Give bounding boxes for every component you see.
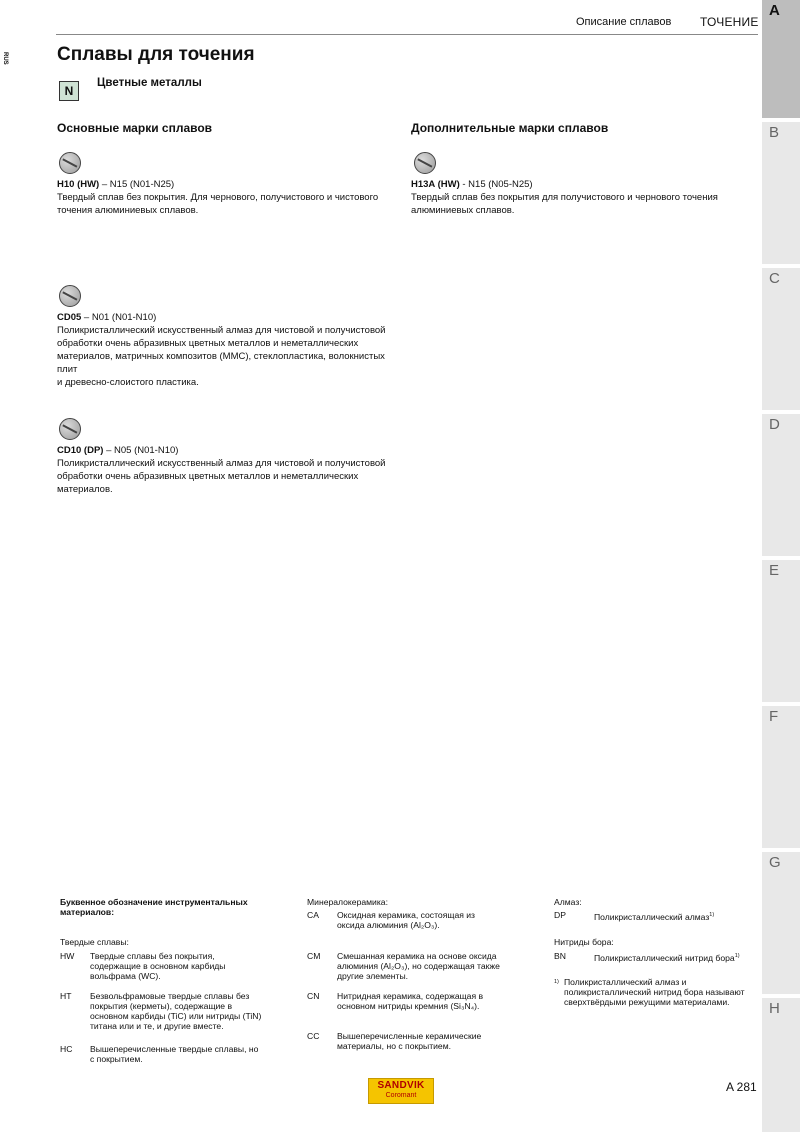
page-title: Сплавы для точения [57,44,255,65]
material-label: Цветные металлы [97,77,202,89]
tab-d[interactable]: D [762,414,800,556]
tab-a[interactable]: A [762,0,800,118]
grade-disc-icon [414,152,436,174]
legend-footnote: 1) Поликристаллический алмаз и поликристаллический нитрид бора называют сверхтвёрдыми режущими материалами. [554,977,745,1007]
page-number: A 281 [726,1080,757,1094]
main-grades-heading: Основные марки сплавов [57,121,213,135]
legend-bn: BN Поликристаллический нитрид бора$^{1)}$ [554,951,740,963]
legend-cm: CM Смешанная керамика на основе оксида алюминия (Al₂O₃), но содержащая также другие элементы. [307,951,500,981]
sandvik-logo: SANDVIK Coromant [368,1078,434,1104]
grade-h13a: H13A (HW) - N15 (N05-N25) Твердый сплав без покрытия для получистового и чернового точения алюминиевых сплавов. [411,179,718,216]
header-chapter: ТОЧЕНИЕ [700,15,759,29]
legend-cc: CC Вышеперечисленные керамические материалы, но с покрытием. [307,1031,482,1051]
legend-ca: CA Оксидная керамика, состоящая из оксида алюминия (Al₂O₃). [307,910,475,930]
legend-ceramic-title: Минералокерамика: [307,897,388,907]
grade-h10: H10 (HW) – N15 (N01-N25) Твердый сплав без покрытия. Для чернового, получистового и чистового точения алюминиевых сплавов. [57,179,379,216]
legend-hard-title: Твердые сплавы: [60,937,129,947]
grade-disc-icon [59,418,81,440]
grade-cd05: CD05 – N01 (N01-N10) Поликристаллический искусственный алмаз для чистовой и получистовой обработки очень абразивных цветных металлов и неметаллических материалов, матричных композитов (MMC), стеклопластика, волокнистых плит и древесно-слоистого пластика. [57,312,386,388]
tab-h[interactable]: H [762,998,800,1132]
legend-boron-title: Нитриды бора: [554,937,614,947]
grade-disc-icon [59,152,81,174]
legend-dp: DP Поликристаллический алмаз$^{1)}$ [554,910,715,922]
tab-f[interactable]: F [762,706,800,848]
legend-diamond-title: Алмаз: [554,897,582,907]
legend-hc: HC Вышеперечисленные твердые сплавы, но с покрытием. [60,1044,259,1064]
material-code-badge: N [59,81,79,101]
grade-cd10: CD10 (DP) – N05 (N01-N10) Поликристаллический искусственный алмаз для чистовой и получистовой обработки очень абразивных цветных металлов и неметаллических материалов. [57,445,386,495]
tab-e[interactable]: E [762,560,800,702]
tab-c[interactable]: C [762,268,800,410]
tab-b[interactable]: B [762,122,800,264]
legend-intro: Буквенное обозначение инструментальных материалов: [60,897,248,917]
grade-disc-icon [59,285,81,307]
tab-g[interactable]: G [762,852,800,994]
extra-grades-heading: Дополнительные марки сплавов [411,121,609,135]
legend-cn: CN Нитридная керамика, содержащая в основном нитриды кремния (Si₃N₄). [307,991,484,1011]
header-section: Описание сплавов [576,16,672,28]
header-rule [56,34,758,35]
legend-hw: HW Твердые сплавы без покрытия, содержащие в основном карбиды вольфрама (WC). [60,951,226,981]
language-code: RUS [2,52,8,65]
legend-ht: HT Безвольфрамовые твердые сплавы без покрытия (керметы), содержащие в основном карбиды (TiC) или нитриды (TiN) титана или и те, и другие вместе. [60,991,262,1031]
